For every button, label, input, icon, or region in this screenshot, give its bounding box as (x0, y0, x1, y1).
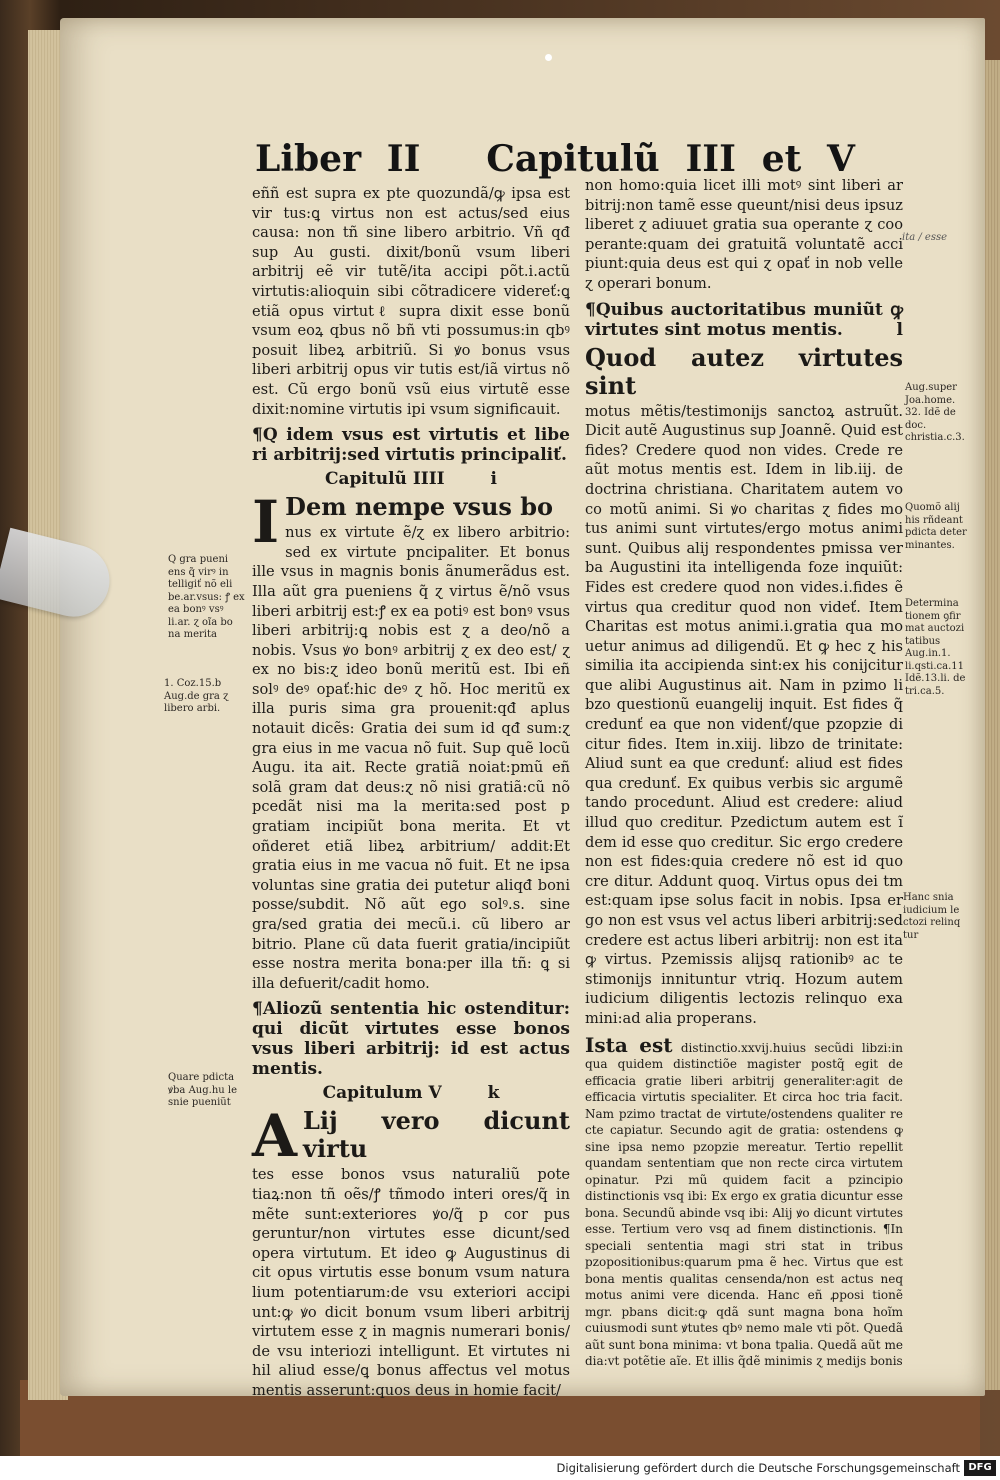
chapter-label: Capitulũ (324, 469, 407, 490)
right-rubric-text: ¶Quibus auctoritatibus muniũt ꝙ virtutes sint motus mentis. (585, 299, 903, 340)
header-capitulum: Capitulũ (486, 138, 660, 180)
margin-note-right-3: Determina tionem ꝯfir mat auctozi tatibus Aug.in.1. li.qsti.ca.11 Idẽ.13.li. de tri.ca.5. (905, 598, 966, 697)
right-initial-line: Quod autez virtutes sint (585, 342, 903, 400)
header-liber: Liber (255, 138, 362, 180)
left-rubric-1: ¶Q idem vsus est virtutis et libe ri arbitrij:sed virtutis principaliť. (252, 425, 570, 466)
margin-note-left-2: 1. Coz.15.b Aug.de gra ɀ libero arbi. (164, 678, 229, 714)
right-column (585, 176, 903, 1370)
header-et: et (761, 138, 802, 180)
margin-note-right-1: Aug.super Joa.home. 32. Idẽ de doc. christia.c.3. (905, 382, 965, 443)
chapter-number-2: V (428, 1083, 442, 1104)
margin-note-right-4: Hanc snia iudicium le ctozi relinq tur (903, 892, 961, 941)
initial-line-2: Lij vero dicunt virtu (303, 1106, 570, 1164)
margin-note-right-2: Quomõ alij his rñdeant pdicta deter minantes. (905, 502, 967, 551)
drop-capital-a: A (252, 1102, 298, 1171)
footer-credit: Digitalisierung gefördert durch die Deutsche Forschungsgemeinschaft (556, 1461, 960, 1475)
running-head (255, 130, 855, 180)
chapter-heading-iiii (252, 469, 570, 489)
chapter-v-body (252, 1102, 570, 1400)
margin-note-left-3: Quare pdicta ꝟba Aug.hu le snie pueniũt (168, 1072, 237, 1108)
header-liber-num: II (386, 138, 421, 180)
left-paragraph-2: nus ex virtute ẽ/ɀ ex libero arbitrio: sed ex virtute pncipaliter. Et bonus ille vsus in magnis bonis ãnumerãdus est. Illa aũt gra pueniens q̃ ɀ virtus ẽ/nõ vsus liberi arbitrij est:ꝭ ex ea potiꝰ est bonꝰ vsus liberi arbitrij:ꝗ nobis est ɀ a deo/nõ a nobis. Vsus ꝟo bonꝰ arbitrij ɀ ex deo est/ ɀ ex no bis:ɀ ideo bonũ meritũ est. Ibi eñ solꝰ deꝰ opať:hic deꝰ ɀ hõ. Hoc meritũ ex illa puris sima gra prouenit:qđ aplus notauit dicẽs: Gratia dei sum id qđ sum:ɀ gra eius in me vacua nõ fuit. Sup quẽ locũ Augu. ita ait. Recte gratiã noiat:pmũ eñ solã gram dat deus:ɀ nõ nisi gratiã:cũ nõ pcedãt nisi ma la merita:sed post p gratiam incipiũt bona merita. Et vt oñderet etiã libeꝝ arbitrium/ addit:Et gratia eius in me vacua nõ fuit. Et ne ipsa voluntas sine gratia dei putetur aliqđ boni posse/subdit. Nõ aũt ego solꝰ.s. sine gra/sed gratia dei mecũ.i. cũ libero ar bitrio. Plane cũ data fuerit gratia/incipiũt esse nostra merita bona:per illa tñ: ꝗ si illa defuerit/cadit homo. (252, 524, 570, 992)
chapter-iiii-body (252, 488, 570, 993)
right-paragraph-2: motus mẽtis/testimonijs sanctoꝝ astruũt. Dicit autẽ Augustinus sup Joannẽ. Quid est fides? Credere quod non vides. Crede re aũt motus mentis est. Idem in lib.iij. de doctrina christiana. Charitatem autem vo co motũ animi. Si ꝟo charitas ɀ fides mo tus animi sunt virtutes/ergo motus animi sunt. Quibus alij respondentes pmissa ver ba Augustini ita intelligenda foze inquiũt: Fides est credere quod non vides.i.fides ẽ virtus qua creditur quod non videť. Item Charitas est motus animi.i.gratia qua mo uetur animus ad diligendũ. Et ꝙ hec ɀ his similia ita accipienda sint:ex his conijcitur que alibi Augustinus ait. Nam in pzimo li bzo questionũ euangelij inquit. Est fides q̃ credunť ea que non videnť/que pzopzie di citur fides. Item in.xiij. libzo de trinitate: Aliud sunt ea que credunť: aliud est fides qua credunť. Ex quibus verbis sic argumẽ tando procedunt. Aliud est credere: aliud illud quo creditur. Pzedictum autem est ĩ dem id esse quo creditur. Sic ergo credere non est fides:quia credere nõ est id quo cre ditur. Addunt quoq. Virtus opus dei tm est:quam ipse solus facit in nobis. Ipsa er go non est vsus vel actus liberi arbitrij:sed credere est actus liberi arbitrij: non est ita ꝙ virtus. Pzemissis alijsq rationibꝰ ac te stimonijs innituntur vtriq. Hozum autem iudicium diligentis lectozis relinquo exa mini:ad alia properans. (585, 402, 903, 1027)
drop-capital-i: I (252, 488, 280, 557)
ista-est-heading: Ista est (585, 1032, 673, 1057)
commentary-text: distinctio.xxvij.huius secũdi libzi:in qua quidem distinctiõe magister postq̃ egit de efficacia gratie liberi arbitrij generaliter:agit de efficacia virtutis specialiter. Et circa hoc tria facit. Nam pzimo tractat de virtute/ostendens qualiter re cte capiatur. Secundo agit de gratia: ostendens ꝙ sine ipsa nemo pzopzie mereatur. Tertio repellit quandam sententiam que non recte circa virtutem opinatur. Pzi mũ quidem facit a pzincipio distinctionis vsq ibi: Ex ergo ex gratia dicuntur esse bona. Secundũ abinde vsq ibi: Alij ꝟo dicunt virtutes esse. Tertium vero vsq ad finem distinctionis. ¶In speciali sententia magi stri stat in tribus pzopositionibus:quarum pma ẽ hec. Virtus que est bona mentis qualitas censenda/non est actus neq motus animi vere dicenda. Hanc eñ ꝓposi tionẽ mgr. pbans dicit:ꝙ qdã sunt magna bona hoĩm cuiusmodi sunt ꝟtutes qbꝰ nemo male vti põt. Quedã aũt sunt bona minima: vt bona tpalia. Quedã aũt me dia:vt potẽtie aĩe. Et illis q̃dẽ minimis ɀ medijs bonis (585, 1040, 903, 1369)
header-chapters: III (685, 138, 736, 180)
left-rubric-2: ¶Aliozũ sententia hic ostenditur: qui dicũt virtutes esse bonos vsus liberi arbitrij: id est actus mentis. (252, 999, 570, 1080)
left-column (252, 184, 570, 1401)
chapter-heading-v (252, 1083, 570, 1103)
initial-line-1: Dem nempe vsus bo (285, 492, 554, 522)
chapter-label-2: Capitulum (322, 1083, 423, 1104)
chapter-mark: i (490, 469, 498, 490)
right-rubric-1 (585, 300, 903, 340)
header-chapter2: V (827, 138, 855, 180)
right-paragraph-1: non homo:quia licet illi motꝰ sint liberi ar bitrij:non tamẽ esse queunt/nisi deus ipsuz liberet ɀ adiuuet gratia sua operante ɀ coo perante:quam dei gratuitã voluntatẽ acci piunt:quia deus est qui ɀ opať in nob velle ɀ operari bonum. (585, 177, 903, 292)
margin-note-left-1: Q gra pueni ens q̃ virꝰ in telligiť nõ eli be.ar.vsus: ꝭ ex ea bonꝰ vsꝰ li.ar. ɀ oĩa bo na merita (168, 554, 245, 640)
chapter-number: IIII (412, 469, 445, 490)
handwritten-scribble: ita / esse (902, 232, 948, 243)
chapter-mark-2: k (487, 1083, 500, 1104)
left-paragraph-3: tes esse bonos vsus naturaliũ pote tiaꝝ:non tñ oẽs/ꝭ tñmodo interi ores/q̃ in mẽte sunt:exteriores ꝟo/q̃ p cor pus geruntur/non virtutes esse dicunt/sed opera virtutum. Et ideo ꝙ Augustinus di cit opus virtutis esse bonum vsum natura lium potentiarum:de vsu exteriori accipi unt:ꝙ ꝟo dicit bonum vsum liberi arbitrij virtutem esse ɀ in magnis numerari bonis/ de vsu interiozi intelligunt. Et virtutes ni hil aliud esse/ꝗ bonus affectus vel motus mentis asserunt:quos deus in homie facit/ (252, 1166, 570, 1399)
right-rubric-mark: l (896, 319, 903, 340)
dfg-logo-icon: DFG (964, 1460, 996, 1476)
commentary-block (585, 1032, 903, 1370)
left-paragraph-1: eññ est supra ex pte quozundã/ꝙ ipsa est vir tus:ꝗ virtus non est actus/sed eius causa: non tñ sine libero arbitrio. Vñ qđ sup Au gusti. dixit/bonũ vsum liberi arbitrij eẽ vir tutẽ/ita accipi põt.i.actũ virtutis:alioquin sibi cõtradicere videreť:ꝗ etiã opus virtutℓ supra dixit esse bonũ vsum eoꝝ qbus nõ bñ vti possumus:in qbꝰ posuit libeꝝ arbitriũ. Si ꝟo bonus vsus liberi arbitrij opus vir tutis est/iã virtus nõ est. Cũ ergo bonũ vsũ eius virtutẽ esse dixit:nomine virtutis ipi vsum significauit. (252, 185, 570, 418)
page-hole (545, 54, 552, 61)
